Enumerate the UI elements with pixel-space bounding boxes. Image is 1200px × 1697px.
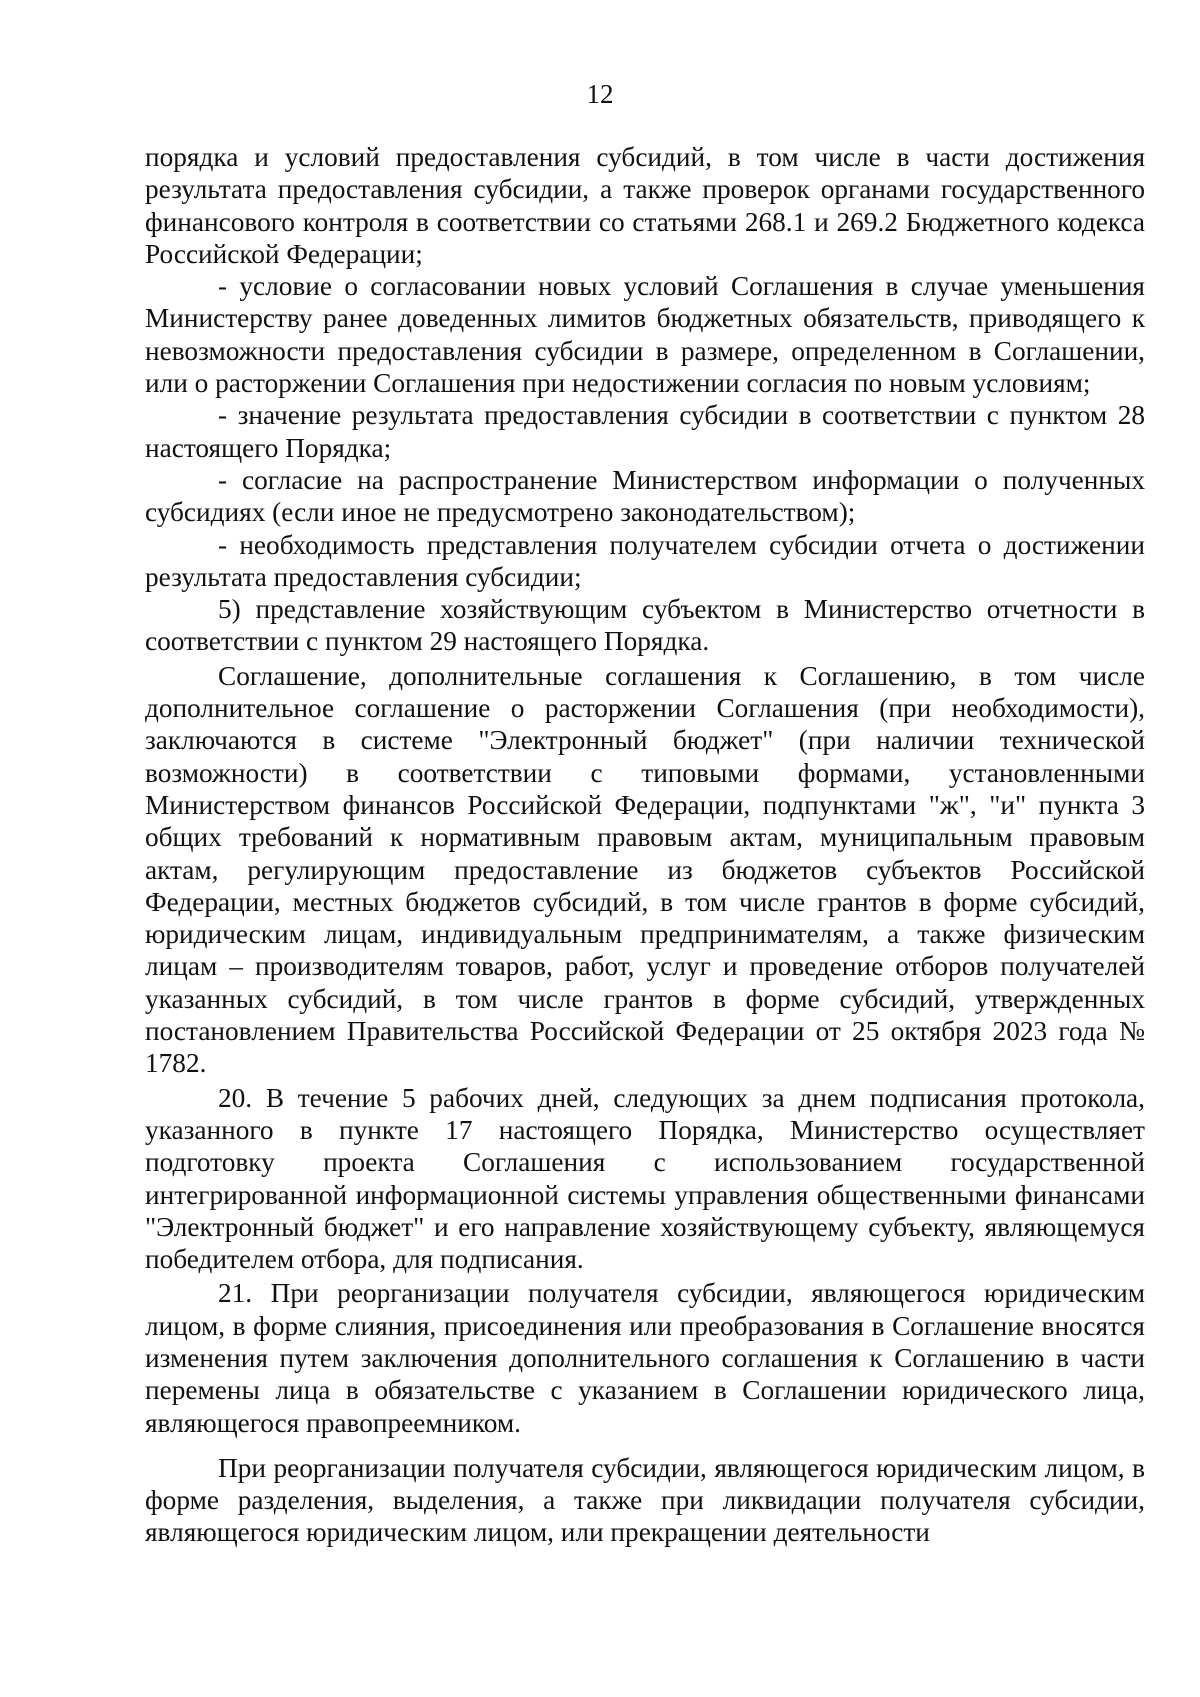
paragraph-clause-21: 21. При реорганизации получателя субсидии, являющегося юридическим лицом, в форме слияния, присоединения или преобразования в Соглашение вносятся изменения путем заключения дополнительного соглашения к Соглашению в части перемены лица в обязательстве с указанием в Соглашении юридического лица, являющегося правопреемником.	[145, 1278, 1145, 1438]
document-body	[145, 141, 1145, 1549]
list-item-consent-info: - согласие на распространение Министерством информации о полученных субсидиях (если иное не предусмотрено законодательством);	[145, 464, 1145, 528]
list-item-result-value: - значение результата предоставления субсидии в соответствии с пунктом 28 настоящего Порядка;	[145, 400, 1145, 463]
paragraph-agreement-system: Соглашение, дополнительные соглашения к Соглашению, в том числе дополнительное соглашение о расторжении Соглашения (при необходимости), заключаются в системе "Электронный бюджет" (при наличии технической возможности) в соответствии с типовыми формами, установленными Министерством финансов Российской Федерации, подпунктами "ж", "и" пункта 3 общих требований к нормативным правовым актам, муниципальным правовым актам, регулирующим предоставление из бюджетов субъектов Российской Федерации, местных бюджетов субсидий, в том числе грантов в форме субсидий, юридическим лицам, индивидуальным предпринимателям, а также физическим лицам – производителям товаров, работ, услуг и проведение отборов получателей указанных субсидий, в том числе грантов в форме субсидий, утвержденных постановлением Правительства Российской Федерации от 25 октября 2023 года № 1782.	[145, 660, 1145, 1079]
paragraph-continuation: порядка и условий предоставления субсидий, в том числе в части достижения результата предоставления субсидии, а также проверок органами государственного финансового контроля в соответствии со статьями 268.1 и 269.2 Бюджетного кодекса Российской Федерации;	[145, 142, 1145, 269]
page-number: 12	[586, 79, 614, 109]
paragraph-clause-20: 20. В течение 5 рабочих дней, следующих за днем подписания протокола, указанного в пункте 17 настоящего Порядка, Министерство осуществляет подготовку проекта Соглашения с использованием государственной интегрированной информационной системы управления общественными финансами "Электронный бюджет" и его направление хозяйствующему субъекту, являющемуся победителем отбора, для подписания.	[145, 1082, 1145, 1275]
paragraph-reorganization: При реорганизации получателя субсидии, являющегося юридическим лицом, в форме разделения, выделения, а также при ликвидации получателя субсидии, являющегося юридическим лицом, или прекращении деятельности	[145, 1452, 1145, 1548]
list-item-condition-agreement: - условие о согласовании новых условий Соглашения в случае уменьшения Министерству ранее доведенных лимитов бюджетных обязательств, приводящего к невозможности предоставления субсидии в размере, определенном в Соглашении, или о расторжении Соглашения при недостижении согласия по новым условиям;	[145, 271, 1145, 399]
list-item-report-necessity: - необходимость представления получателем субсидии отчета о достижении результата предоставления субсидии;	[145, 529, 1145, 592]
list-item-reporting: 5) представление хозяйствующим субъектом в Министерство отчетности в соответствии с пунктом 29 настоящего Порядка.	[145, 594, 1145, 657]
